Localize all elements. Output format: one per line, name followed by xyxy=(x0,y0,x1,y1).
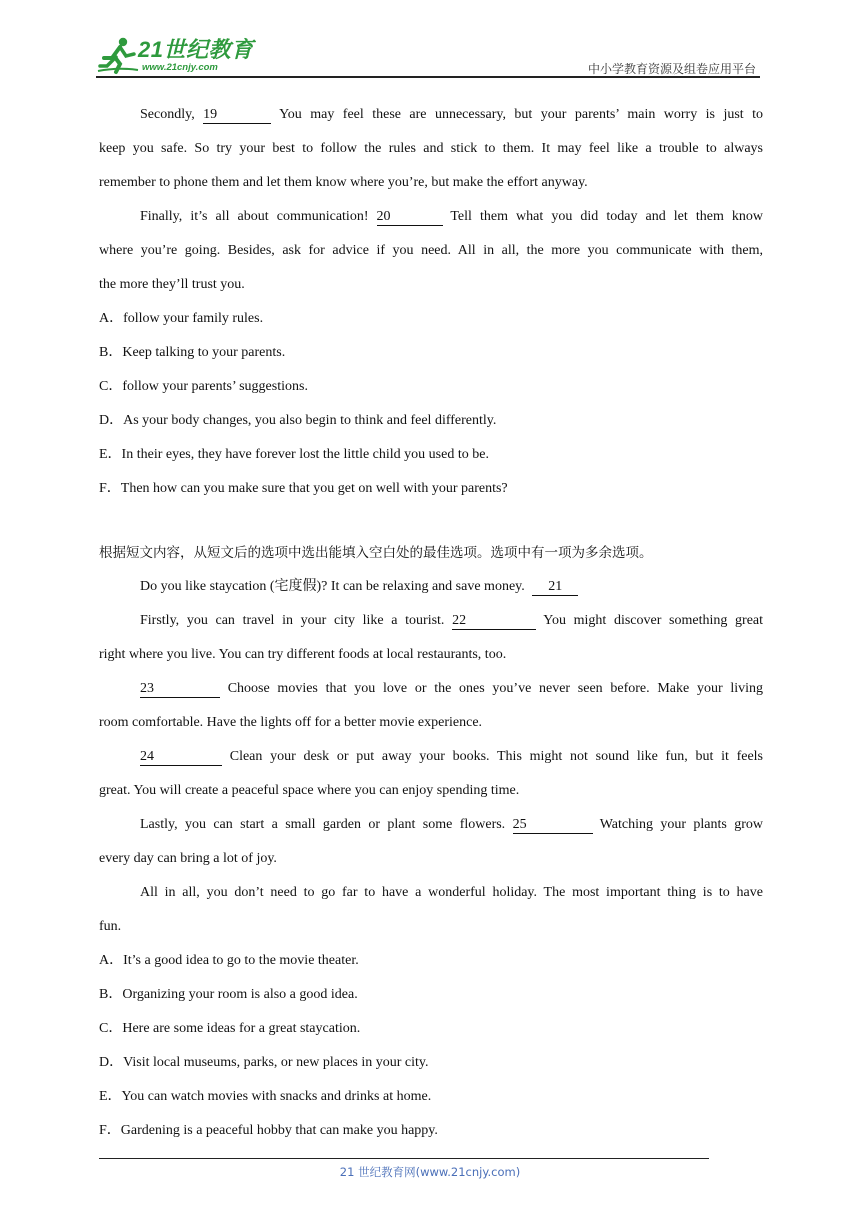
paragraph-text: fun. xyxy=(99,919,122,934)
paragraph-text: Lastly, you can start a small garden or plant some flowers. xyxy=(140,817,506,832)
paragraph-text: Watching your plants grow xyxy=(599,817,763,832)
option-item: F．Then how can you make sure that you get on well with your parents? xyxy=(99,481,508,496)
paragraph-text: the more they’ll trust you. xyxy=(99,277,245,292)
paragraph-text: Finally, it’s all about communication! xyxy=(140,209,369,224)
paragraph-text: You may feel these are unnecessary, but your parents’ main worry is just to xyxy=(279,107,764,122)
paragraph-text: keep you safe. So try your best to follow the rules and stick to them. It may feel like a trouble to always xyxy=(99,141,763,156)
runner-logo-icon xyxy=(96,36,140,76)
footer-link[interactable]: 21 世纪教育网(www.21cnjy.com) xyxy=(339,1165,521,1179)
option-item: D．Visit local museums, parks, or new places in your city. xyxy=(99,1055,429,1070)
paragraph-text: Choose movies that you love or the ones you’ve never seen before. Make your living xyxy=(227,681,763,696)
answer-blank-19[interactable]: 19 xyxy=(203,107,271,124)
answer-blank-21[interactable]: 21 xyxy=(532,579,578,596)
paragraph-22 xyxy=(99,604,763,672)
closing-paragraph xyxy=(99,876,763,944)
paragraph-text: Firstly, you can travel in your city like a tourist. xyxy=(140,613,445,628)
option-item: B．Organizing your room is also a good idea. xyxy=(99,987,358,1002)
instruction-text: 根据短文内容，从短文后的选项中选出能填入空白处的最佳选项。选项中有一项为多余选项。 xyxy=(99,545,653,561)
option-item: C．Here are some ideas for a great staycation. xyxy=(99,1021,361,1036)
paragraph-21 xyxy=(99,570,763,604)
paragraph-text: every day can bring a lot of joy. xyxy=(99,851,277,866)
section-spacer xyxy=(99,506,763,536)
paragraph-25 xyxy=(99,808,763,876)
paragraph-24 xyxy=(99,740,763,808)
paragraph-text: Do you like staycation (宅度假)? It can be relaxing and save money. xyxy=(140,579,525,594)
answer-blank-23[interactable]: 23 xyxy=(140,681,220,698)
logo-url: www.21cnjy.com xyxy=(142,62,218,73)
option-item: A．follow your family rules. xyxy=(99,311,264,326)
paragraph-text: where you’re going. Besides, ask for advice if you need. All in all, the more you communicate with them, xyxy=(99,243,763,258)
logo-text: 21世纪教育 xyxy=(138,37,254,62)
paragraph-19 xyxy=(99,98,763,200)
option-item: A．It’s a good idea to go to the movie theater. xyxy=(99,953,359,968)
paragraph-text: You might discover something great xyxy=(543,613,764,628)
paragraph-text: Tell them what you did today and let them know xyxy=(450,209,763,224)
page-header xyxy=(96,32,760,80)
paragraph-text: right where you live. You can try different foods at local restaurants, too. xyxy=(99,647,507,662)
paragraph-23 xyxy=(99,672,763,740)
paragraph-text: Clean your desk or put away your books. This might not sound like fun, but it feels xyxy=(229,749,764,764)
document-body xyxy=(99,98,763,1148)
option-item: E．You can watch movies with snacks and drinks at home. xyxy=(99,1089,432,1104)
paragraph-text: Secondly, xyxy=(140,107,195,122)
site-logo[interactable] xyxy=(96,36,276,76)
option-item: E．In their eyes, they have forever lost the little child you used to be. xyxy=(99,447,489,462)
header-divider xyxy=(96,76,760,78)
option-item: D．As your body changes, you also begin to think and feel differently. xyxy=(99,413,497,428)
footer-divider xyxy=(99,1158,709,1159)
option-item: B．Keep talking to your parents. xyxy=(99,345,286,360)
paragraph-text: room comfortable. Have the lights off for a better movie experience. xyxy=(99,715,483,730)
answer-blank-20[interactable]: 20 xyxy=(377,209,443,226)
option-item: F．Gardening is a peaceful hobby that can make you happy. xyxy=(99,1123,438,1138)
answer-blank-22[interactable]: 22 xyxy=(452,613,536,630)
answer-blank-25[interactable]: 25 xyxy=(513,817,593,834)
paragraph-text: great. You will create a peaceful space where you can enjoy spending time. xyxy=(99,783,520,798)
option-item: C．follow your parents’ suggestions. xyxy=(99,379,308,394)
paragraph-text: remember to phone them and let them know where you’re, but make the effort anyway. xyxy=(99,175,588,190)
paragraph-20 xyxy=(99,200,763,302)
answer-blank-24[interactable]: 24 xyxy=(140,749,222,766)
platform-name: 中小学教育资源及组卷应用平台 xyxy=(587,62,756,76)
paragraph-text: All in all, you don’t need to go far to have a wonderful holiday. The most important thing is to have xyxy=(140,885,763,900)
